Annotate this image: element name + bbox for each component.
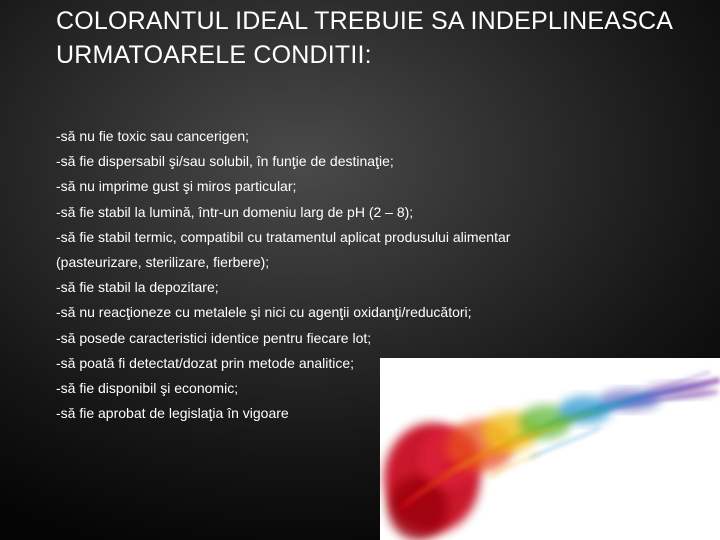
- list-item: -să posede caracteristici identice pentru fiecare lot;: [56, 329, 372, 346]
- list-item: -să fie disponibil şi economic;: [56, 380, 239, 397]
- list-item: -să nu imprime gust şi miros particular;: [56, 178, 297, 195]
- rainbow-smoke-image: [380, 358, 720, 540]
- list-item: -să poată fi detectat/dozat prin metode analitice;: [56, 354, 355, 371]
- list-item: -să fie stabil la lumină, într-un domeniu larg de pH (2 – 8);: [56, 203, 414, 220]
- slide-title: COLORANTUL IDEAL TREBUIE SA INDEPLINEASCA URMATOARELE CONDITII:: [56, 7, 672, 69]
- list-item: -să fie stabil termic, compatibil cu tratamentul aplicat produsului alimentar: [56, 228, 511, 245]
- list-item: -să nu reacţioneze cu metalele şi nici cu agenţii oxidanţi/reducători;: [56, 304, 472, 321]
- list-item: -să fie stabil la depozitare;: [56, 279, 219, 296]
- list-item: -să nu fie toxic sau cancerigen;: [56, 128, 249, 144]
- list-item: -să fie dispersabil şi/sau solubil, în funţie de destinaţie;: [56, 153, 394, 170]
- list-item: -să fie aprobat de legislaţia în vigoare: [56, 405, 289, 422]
- list-item: (pasteurizare, sterilizare, fierbere);: [56, 254, 270, 271]
